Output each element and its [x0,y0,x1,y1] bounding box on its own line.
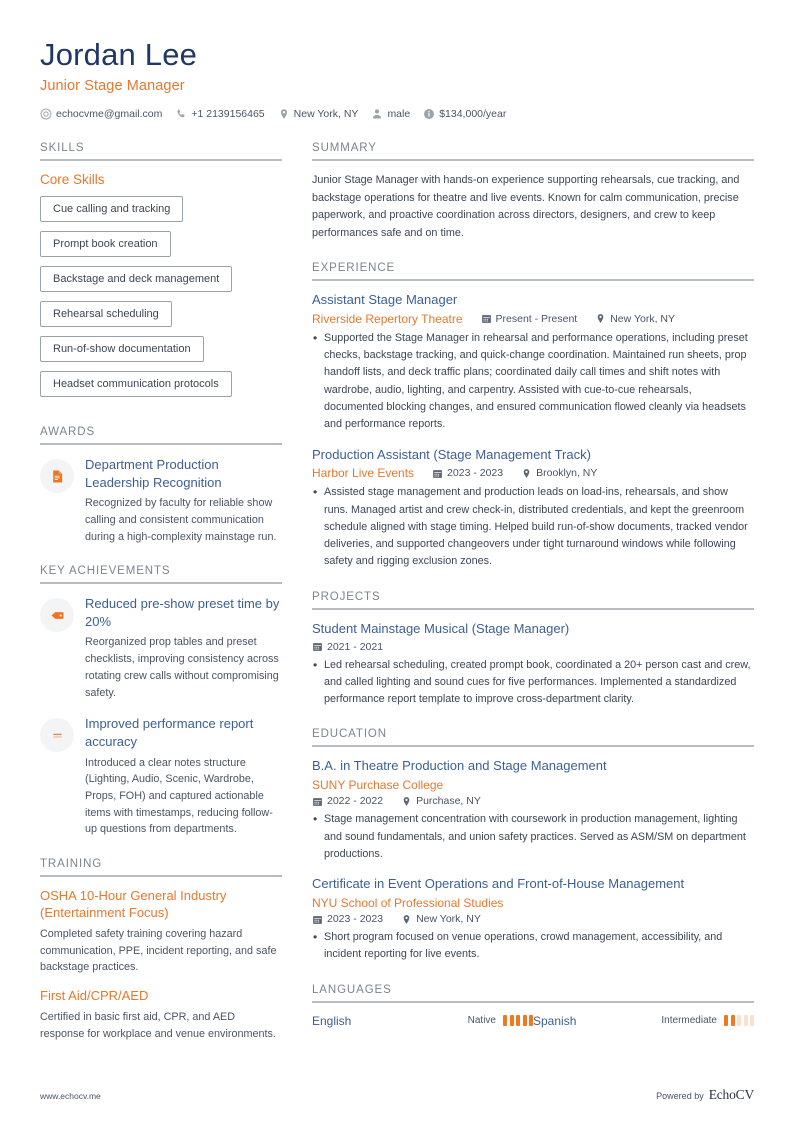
training-description: Completed safety training covering hazard communication, PPE, incident reporting, and safe backstage practices. [40,927,277,974]
section-rule [312,279,754,281]
section-awards [40,426,282,545]
skill-chip-row [40,371,282,406]
languages-row [312,1014,754,1028]
skill-chip[interactable]: Rehearsal scheduling [40,301,172,327]
experience-entry [312,447,754,571]
rating-bar [744,1015,748,1026]
experience-bullets [312,484,754,570]
education-bullets [312,811,754,863]
summary-text: Junior Stage Manager with hands-on experience supporting rehearsals, cue tracking, and backstage operations for theatre and live events. Known for calm communication, precise paperwork, and proactive coordination across directors, designers, and crew to keep performances safe and on time. [312,174,740,239]
candidate-name: Jordan Lee [40,37,198,72]
achievement-description: Introduced a clear notes structure (Lighting, Audio, Scenic, Wardrobe, Props, FOH) and captured actionable items with timestamps, reducing follow-up questions from departments. [85,756,273,836]
language-item-spanish [533,1014,754,1028]
experience-meta [312,312,754,326]
training-description: Certified in basic first aid, CPR, and AED response for workplace and venue environments. [40,1011,276,1040]
section-projects [312,591,754,709]
experience-dates [481,313,578,325]
contact-salary [423,108,506,120]
tag-icon [40,598,74,632]
achievement-title: Reduced pre-show preset time by 20% [85,596,280,629]
skill-chip-row [40,266,282,301]
equals-icon [40,718,74,752]
section-key-achievements [40,565,282,838]
bullet: • Led rehearsal scheduling, created prompt book, coordinated a 20+ person cast and crew, and called lighting and sound cues for five performances. Implemented a standardized performance report template to improve cross-department clarity. [312,657,754,709]
rating-bar [516,1015,520,1026]
contact-email-text: echocvme@gmail.com [56,108,163,121]
award-description: Recognized by faculty for reliable show calling and consistent communication during a high-complexity mainstage run. [85,497,277,543]
achievement-item [40,595,282,701]
section-rule [40,875,282,877]
calendar-icon [432,468,443,479]
resume-columns [40,142,754,1062]
project-dates-text: 2021 - 2021 [327,640,384,653]
achievement-title: Improved performance report accuracy [85,716,254,749]
project-meta [312,641,754,653]
training-item [40,988,282,1042]
section-experience [312,262,754,571]
language-name: English [312,1013,352,1028]
achievement-item [40,715,282,838]
education-title: Certificate in Event Operations and Front-of-House Management [312,876,685,892]
education-organization: SUNY Purchase College [312,778,444,793]
experience-title: Assistant Stage Manager [312,292,458,308]
contact-email[interactable] [40,108,162,120]
experience-meta [312,466,754,480]
rating-bar [523,1015,527,1026]
section-rule [40,582,282,584]
training-item [40,888,282,976]
education-bullets [312,929,754,964]
left-column [40,142,302,1062]
education-location-text: Purchase, NY [416,795,481,808]
project-dates [312,641,383,653]
education-dates-text: 2022 - 2022 [327,795,384,808]
bullet: • Supported the Stage Manager in rehearsal and performance operations, including preset checks, backstage tracking, and quick-change coordination. Maintained run sheets, prop handoff lists, and deck traffic plans; coordinated daily call times and shift notes with wardrobe, audio, lighting, and carpentry. Assisted with cue-to-cue rehearsals, documented blocking changes, and ensured communication flowed cleanly via headsets and performance reports. [312,330,754,434]
document-award-icon [40,459,74,493]
education-location [401,913,481,925]
location-pin-icon [278,108,290,120]
calendar-icon [312,914,323,925]
section-rule [312,608,754,610]
experience-location [521,467,597,479]
section-rule [40,443,282,445]
resume-header [40,38,754,120]
rating-bar [510,1015,514,1026]
right-column [302,142,754,1047]
award-item [40,456,282,545]
experience-location-text: Brooklyn, NY [536,467,598,480]
footer-branding [656,1087,754,1103]
rating-bar [503,1015,507,1026]
rating-bar [737,1015,741,1026]
location-pin-icon [595,313,606,324]
bullet: • Assisted stage management and production leads on load-ins, rehearsals, and show runs. Managed artist and crew check-in, distributed credentials, and kept the greenroom schedule aligned with stage timing. Helped build run-of-show documents, tracked vendor deliveries, and supported changeovers under tight turnaround windows while following safety and rigging exclusion zones. [312,484,754,570]
calendar-icon [481,313,492,324]
training-name: OSHA 10-Hour General Industry (Entertainment Focus) [40,888,227,921]
skill-chip[interactable]: Run-of-show documentation [40,336,204,362]
skill-chip-row [40,301,282,336]
achievement-description: Reorganized prop tables and preset checklists, improving consistency across rotating crew calls without compromising safety. [85,636,279,699]
calendar-icon [312,796,323,807]
section-training [40,858,282,1042]
achievement-body [85,715,282,838]
section-title-skills: SKILLS [40,142,85,155]
project-title: Student Mainstage Musical (Stage Manager) [312,620,570,636]
skill-chip[interactable]: Cue calling and tracking [40,196,183,222]
experience-dates-text: Present - Present [495,312,578,325]
contact-location-text: New York, NY [293,108,359,121]
skill-chip[interactable]: Backstage and deck management [40,266,232,292]
education-location-text: New York, NY [416,913,481,925]
language-level: Native [467,1015,496,1027]
language-rating-bars [503,1015,533,1026]
email-icon [40,108,52,120]
section-education [312,728,754,963]
experience-organization: Harbor Live Events [312,466,415,481]
education-entry [312,876,754,963]
project-bullets [312,657,754,709]
rating-bar [750,1015,754,1026]
footer-powered-by-label: Powered by [656,1091,704,1101]
education-dates [312,795,383,807]
person-icon [371,108,383,120]
section-title-languages: LANGUAGES [312,983,392,996]
rating-bar [724,1015,728,1026]
education-organization: NYU School of Professional Studies [312,896,504,910]
section-title-training: TRAINING [40,858,103,871]
experience-location-text: New York, NY [610,312,675,325]
education-meta [312,795,754,807]
contact-location [278,108,359,120]
experience-location [595,313,675,325]
education-location [401,795,481,807]
experience-title: Production Assistant (Stage Management Track) [312,446,591,462]
location-pin-icon [521,468,532,479]
page-footer [40,1087,754,1103]
award-title: Department Production Leadership Recognition [85,457,222,490]
section-rule [312,745,754,747]
education-dates-text: 2023 - 2023 [327,913,384,925]
skill-chip-row [40,231,282,266]
language-name: Spanish [533,1013,577,1028]
contact-gender [371,108,410,120]
skill-chip[interactable]: Prompt book creation [40,231,171,257]
skills-group-name: Core Skills [40,172,105,188]
achievement-body [85,595,282,701]
contact-phone[interactable] [175,108,264,120]
skill-chip[interactable]: Headset communication protocols [40,371,232,397]
candidate-job-title: Junior Stage Manager [40,78,185,95]
project-entry [312,621,754,709]
education-title: B.A. in Theatre Production and Stage Management [312,758,607,774]
section-summary [312,142,754,242]
experience-dates-text: 2023 - 2023 [447,467,504,480]
section-title-awards: AWARDS [40,426,96,439]
section-languages [312,984,754,1028]
contact-row [40,108,754,120]
location-pin-icon [401,796,412,807]
skill-chip-row [40,336,282,371]
section-title-projects: PROJECTS [312,590,381,603]
language-level: Intermediate [661,1015,717,1027]
education-entry [312,758,754,863]
section-rule [312,1001,754,1003]
calendar-icon [312,641,323,652]
info-icon [423,108,435,120]
experience-dates [432,467,503,479]
education-dates [312,913,383,925]
language-rating-bars [724,1015,754,1026]
experience-entry [312,292,754,433]
contact-phone-text: +1 2139156465 [191,108,265,121]
section-title-key-achievements: KEY ACHIEVEMENTS [40,565,171,578]
bullet: • Short program focused on venue operations, crowd management, accessibility, and incident reporting for live events. [312,929,754,964]
location-pin-icon [401,914,412,925]
education-meta [312,913,754,925]
section-title-summary: SUMMARY [312,142,377,155]
section-skills [40,142,282,406]
experience-bullets [312,330,754,434]
skill-chip-row [40,196,282,231]
award-body [85,456,282,545]
contact-gender-text: male [387,108,411,121]
language-item-english [312,1014,533,1028]
training-name: First Aid/CPR/AED [40,988,149,1004]
phone-icon [175,108,187,120]
contact-salary-text: $134,000/year [439,108,507,121]
rating-bar [731,1015,735,1026]
footer-url[interactable]: www.echocv.me [40,1091,101,1101]
section-rule [40,159,282,161]
section-title-education: EDUCATION [312,728,387,741]
section-title-experience: EXPERIENCE [312,262,396,275]
section-rule [312,159,754,161]
experience-organization: Riverside Repertory Theatre [312,311,463,326]
bullet: • Stage management concentration with coursework in production management, lighting and sound fundamentals, and union safety practices. Served as ASM/SM on department productions. [312,811,754,863]
footer-brand-name: EchoCV [708,1087,754,1102]
